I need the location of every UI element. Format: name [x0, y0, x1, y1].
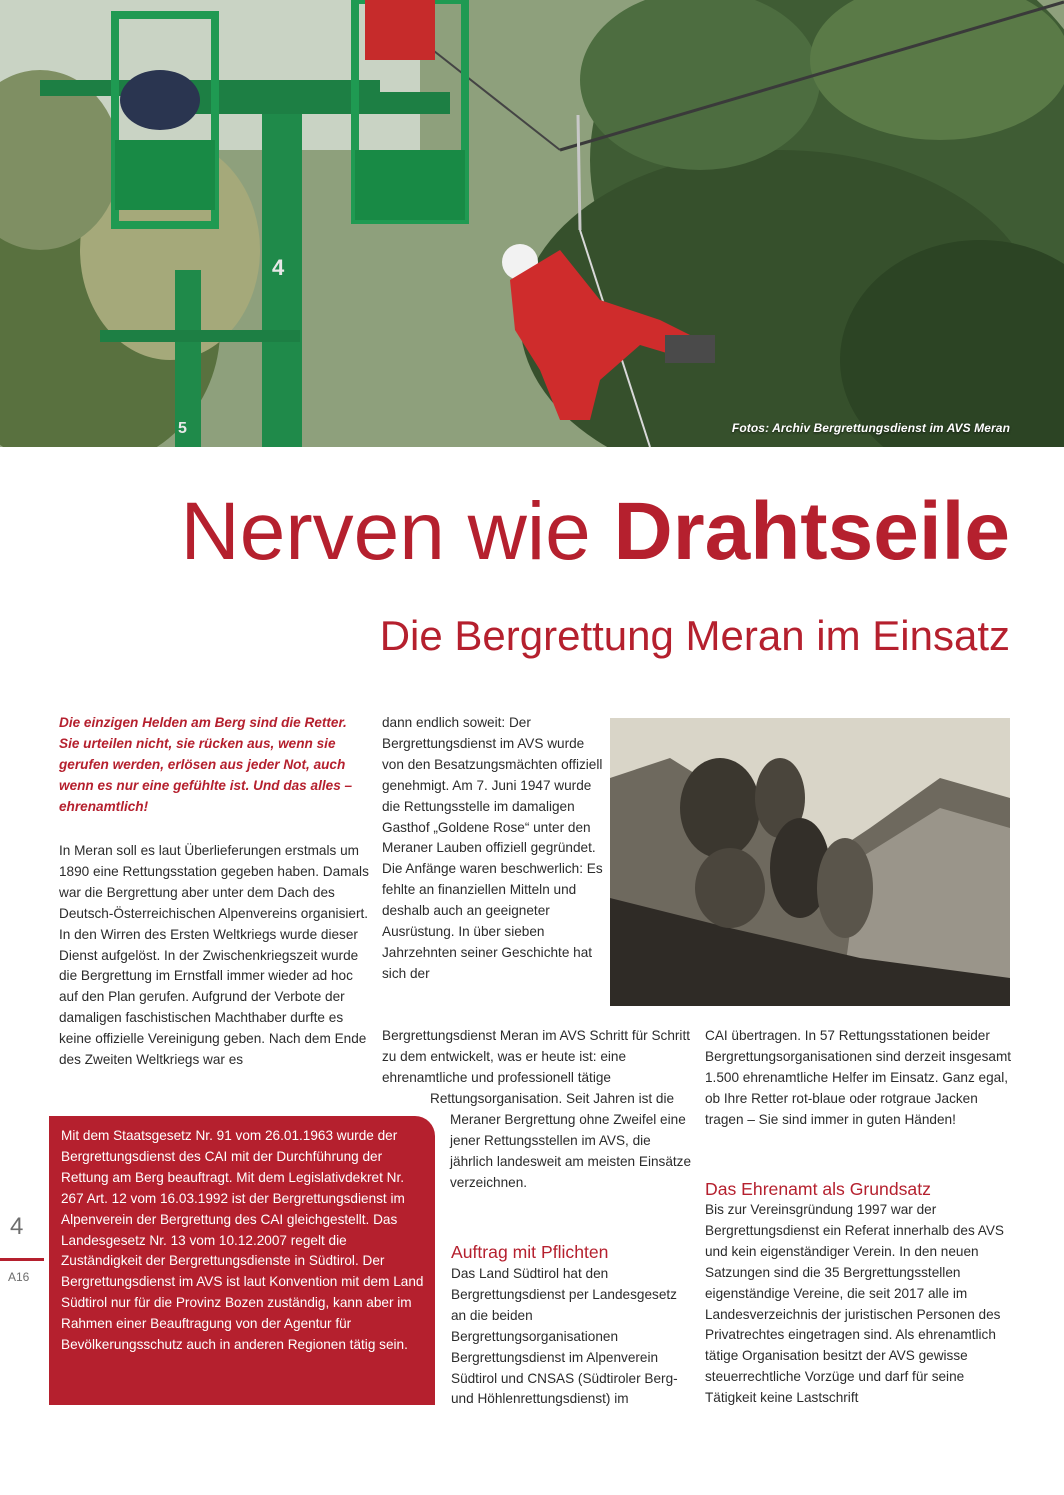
- column-1-text: In Meran soll es laut Überlieferungen erstmals um 1890 eine Rettungsstation gegeben haben. Damals war die Bergrettung aber unter dem Dach des Deutsch-Österreichischen Alpenvereins organisiert. In den Wirren des Ersten Weltkriegs wurde dieser Dienst aufgelöst. In der Zwischenkriegszeit wurde die Bergrettung im Ernstfall immer wieder ad hoc auf den Plan gerufen. Aufgrund der Verbote der damaligen faschistischen Machthaber durfte es keine offizielle Vereinigung geben. Nach dem Ende des Zweiten Weltkriegs war es: [59, 843, 369, 1068]
- info-box-text: Mit dem Staatsgesetz Nr. 91 vom 26.01.1963 wurde der Bergrettungsdienst des CAI mit der Durchführung der Rettung am Berg beauftragt. Mit dem Legislativdekret Nr. 267 Art. 12 vom 16.03.1992 ist der Bergrettungsdienst im Alpenverein der Bergrettung des CAI gleichgestellt. Das Landesgesetz Nr. 13 vom 10.12.2007 regelt die Zuständigkeit der Bergrettungsdienste in Südtirol. Der Bergrettungsdienst im AVS ist laut Konvention mit dem Land Südtirol nur für die Provinz Bozen zuständig, kann aber im Rahmen einer Beauftragung von der Agentur für Bevölkerungsschutz auch in anderen Regionen tätig sein.: [61, 1128, 424, 1353]
- ehrenamt-text: Bis zur Vereinsgründung 1997 war der Bergrettungsdienst ein Referat innerhalb des AVS und kein eigenständiger Verein. In den neuen Satzungen sind die 35 Bergrettungsstellen eigenständige Vereine, die seit 2017 alle im Landesverzeichnis der juristischen Personen des Privatrechtes eingetragen sind. Als ehrenamtlich tätige Organisation besitzt der AVS gewisse steuerrechtliche Vorzüge und darf für seine Tätigkeit keine Lastschrift: [705, 1202, 1004, 1406]
- column-3-text: CAI übertragen. In 57 Rettungsstationen beider Bergrettungsorganisationen sind derzeit insgesamt 1.500 ehrenamtliche Helfer im Einsatz. Ganz egal, ob Ihre Retter rot-blaue oder rotgraue Jacken tragen – Sie sind immer in guten Händen!: [705, 1028, 1012, 1127]
- archive-illustration: [610, 718, 1010, 1006]
- column-2-text: [382, 713, 604, 985]
- title-light: Nerven wie: [180, 486, 614, 577]
- title-bold: Drahtseile: [613, 486, 1010, 577]
- column-2-paragraph-1: dann endlich soweit: Der Bergrettungsdienst im AVS wurde von den Besatzungsmächten offiziell genehmigt. Am 7. Juni 1947 wurde die Rettungsstelle im damaligen Gasthof „Goldene Rose“ unter den Meraner Lauben offiziell gegründet.: [382, 715, 603, 856]
- column-2-indent-text: Meraner Bergrettung ohne Zweifel eine jener Rettungsstellen im AVS, die jährlich landesweit am meisten Einsätze verzeichnen.: [450, 1112, 692, 1190]
- column-2-indent-line: Rettungsorganisation. Seit Jahren ist die: [430, 1091, 675, 1106]
- tower-number-4: 4: [272, 255, 285, 280]
- heading-ehrenamt: Das Ehrenamt als Grundsatz: [705, 1179, 931, 1199]
- hero-illustration: [0, 0, 1064, 447]
- auftrag-text: Das Land Südtirol hat den Bergrettungsdienst per Landesgesetz an die beiden Bergrettungsorganisationen Bergrettungsdienst im Alpenverein Südtirol und CNSAS (Südtiroler Berg- und Höhlenrettungsdienst) im: [451, 1266, 678, 1407]
- heading-auftrag: Auftrag mit Pflichten: [451, 1242, 609, 1262]
- page-rule: [0, 1258, 44, 1261]
- lead-paragraph: Die einzigen Helden am Berg sind die Retter. Sie urteilen nicht, sie rücken aus, wenn sie gerufen werden, erlösen aus jeder Not, auch wenn es nur eine gefühlte ist. Und das alles – ehrenamtlich!: [59, 715, 353, 814]
- hero-photo: [0, 0, 1064, 447]
- page-code: A16: [8, 1270, 30, 1284]
- archive-photo: [610, 718, 1010, 1006]
- column-2-wide-text: Bergrettungsdienst Meran im AVS Schritt für Schritt zu dem entwickelt, was er heute ist: eine ehrenamtliche und professionell tätige: [382, 1028, 690, 1085]
- article-title: [0, 480, 1010, 584]
- tower-number-5: 5: [178, 420, 187, 437]
- page-number: 4: [10, 1213, 24, 1240]
- column-2-paragraph-2: Die Anfänge waren beschwerlich: Es fehlte an finanziellen Mitteln und deshalb auch an geeigneter Ausrüstung. In über sieben Jahrzehnten seiner Geschichte hat sich der: [382, 861, 603, 981]
- article-subtitle: Die Bergrettung Meran im Einsatz: [379, 612, 1010, 659]
- photo-credit: Fotos: Archiv Bergrettungsdienst im AVS Meran: [731, 421, 1010, 435]
